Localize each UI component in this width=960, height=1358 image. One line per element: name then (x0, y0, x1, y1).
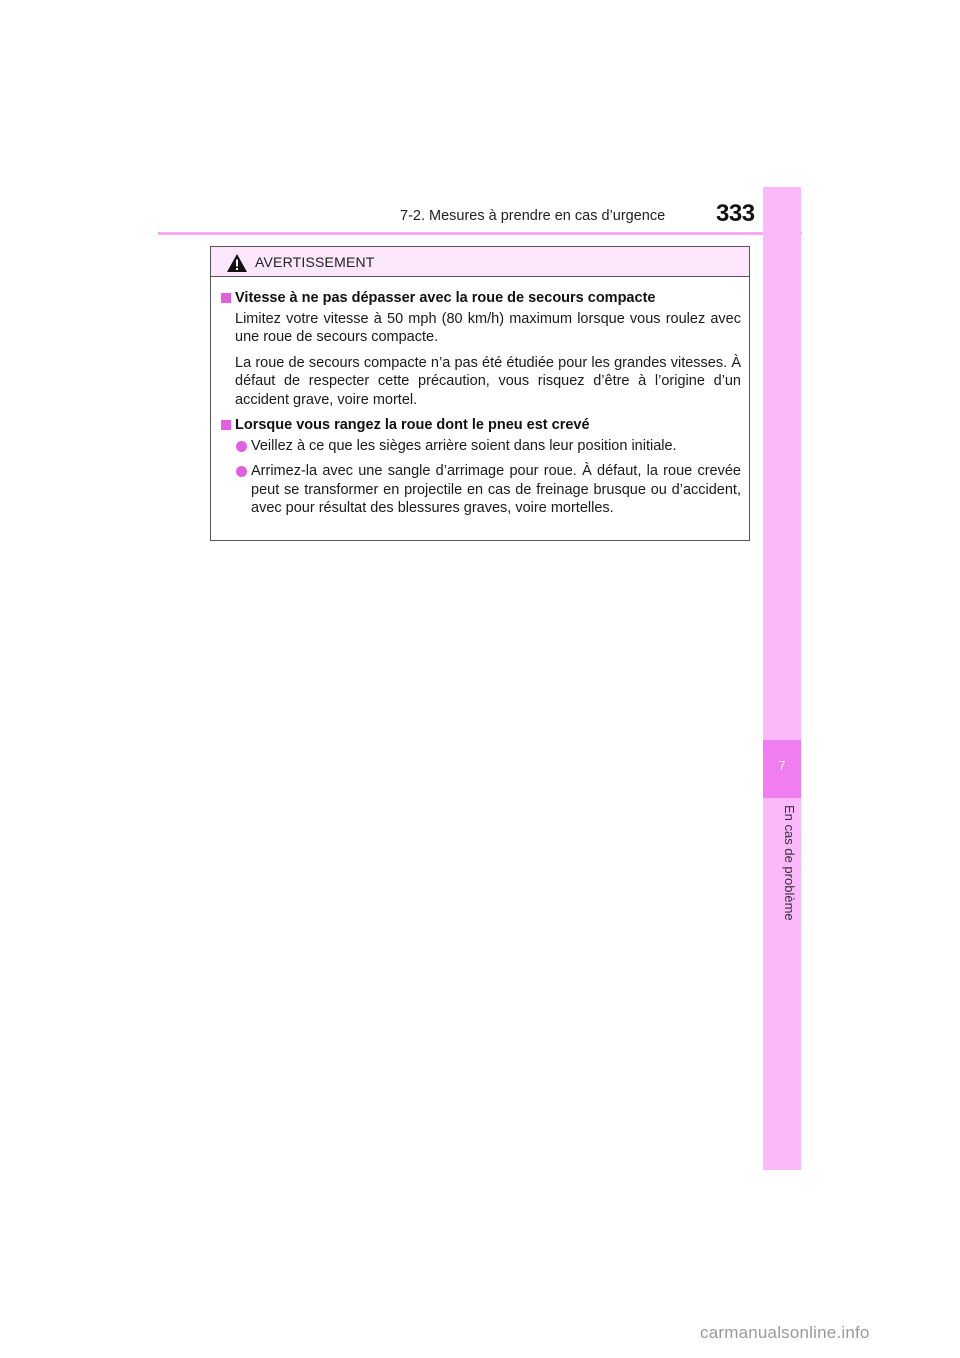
paragraph: Limitez votre vitesse à 50 mph (80 km/h) maximum lorsque vous roulez avec une roue de secours compacte. (235, 310, 741, 345)
watermark-link[interactable]: carmanualsonline.info (700, 1323, 870, 1342)
square-bullet-icon (221, 420, 231, 430)
section-heading-text: Vitesse à ne pas dépasser avec la roue de secours compacte (235, 290, 656, 306)
section-heading-text: Lorsque vous rangez la roue dont le pneu est crevé (235, 417, 590, 433)
bullet-text: Arrimez-la avec une sangle d’arrimage pour roue. À défaut, la roue crevée peut se transformer en projectile en cas de freinage brusque ou d’accident, avec pour résultat des blessures graves, voire mortelles. (251, 463, 741, 516)
paragraph: La roue de secours compacte n’a pas été étudiée pour les grandes vitesses. À défaut de respecter cette précaution, vous risquez d’être à l’origine d’un accident grave, voire mortel. (235, 354, 741, 408)
section-title: 7-2. Mesures à prendre en cas d’urgence (400, 208, 666, 224)
chapter-number-tab (763, 740, 801, 798)
bullet-text: Veillez à ce que les sièges arrière soient dans leur position initiale. (251, 437, 677, 454)
section-heading-speed (219, 289, 741, 308)
section-heading-stowing (219, 416, 741, 435)
warning-box (210, 246, 750, 541)
warning-header (211, 247, 749, 277)
header-divider (158, 232, 802, 235)
warning-body (211, 277, 749, 518)
circle-bullet-icon (236, 441, 247, 452)
chapter-side-tab (763, 187, 801, 1170)
chapter-title: En cas de problème (782, 805, 797, 921)
chapter-number: 7 (778, 758, 786, 773)
square-bullet-icon (221, 293, 231, 303)
warning-title: AVERTISSEMENT (255, 254, 375, 270)
page-number: 333 (716, 200, 755, 227)
circle-bullet-icon (236, 466, 247, 477)
bullet-item (219, 437, 741, 456)
bullet-item (219, 462, 741, 518)
warning-triangle-icon (226, 253, 248, 273)
